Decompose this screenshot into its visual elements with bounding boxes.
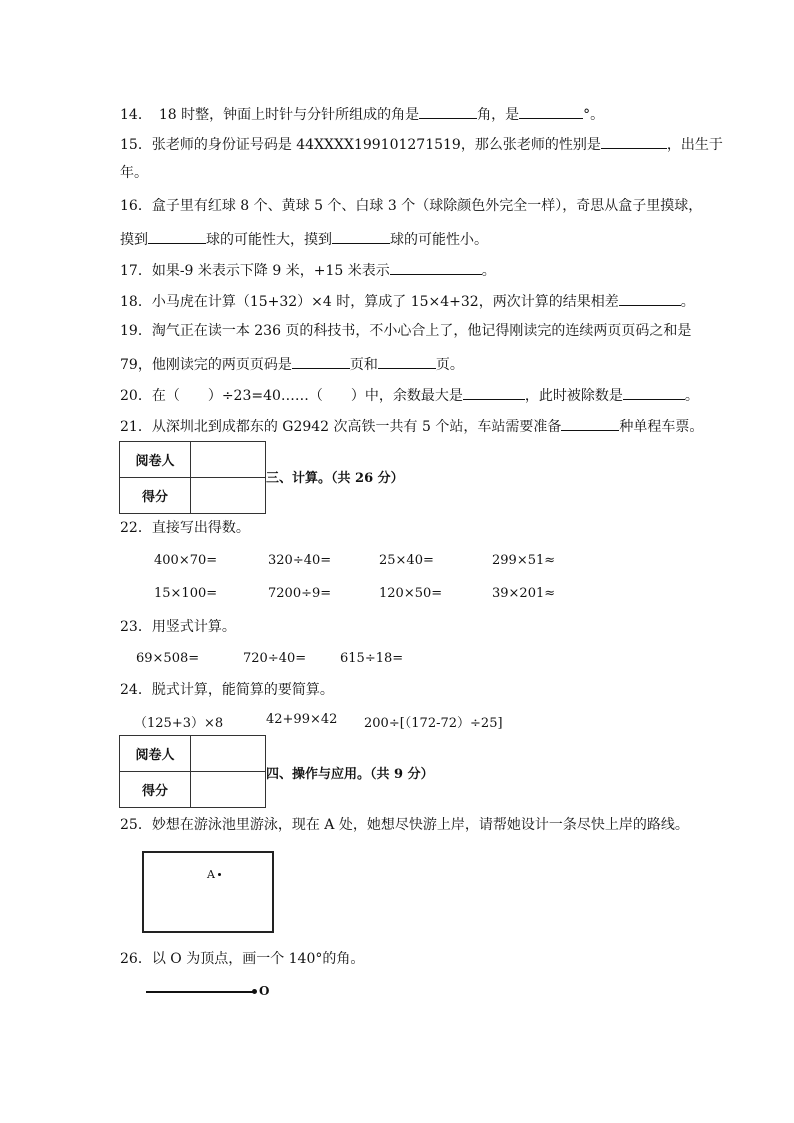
point-a-dot: [218, 873, 221, 876]
answer-blank[interactable]: [561, 416, 619, 431]
grader-label: 阅卷人: [120, 736, 191, 772]
calc-item: 7200÷9=: [268, 586, 332, 601]
answer-blank[interactable]: [148, 229, 206, 244]
answer-blank[interactable]: [378, 354, 436, 369]
answer-blank[interactable]: [601, 134, 667, 149]
grader-cell[interactable]: [191, 736, 266, 772]
vertex-o-label: O: [259, 984, 270, 998]
section-title-4: 四、操作与应用。（共 9 分）: [266, 767, 434, 782]
question-18: 18．小马虎在计算（15+32）×4 时，算成了 15×4+32，两次计算的结果相差 。: [120, 291, 695, 311]
calc-item: 720÷40=: [243, 651, 307, 666]
calc-item: 400×70=: [154, 553, 218, 568]
calc-item: 320÷40=: [268, 553, 332, 568]
score-table: [119, 735, 266, 808]
grader-label: 阅卷人: [120, 442, 191, 478]
score-cell[interactable]: [191, 772, 266, 808]
swimming-pool-rectangle[interactable]: [142, 851, 274, 933]
calc-item: （125+3）×8: [134, 716, 224, 731]
question-20: 20．在（ ）÷23=40……（ ）中，余数最大是 ，此时被除数是 。: [120, 385, 699, 405]
score-label: 得分: [120, 478, 191, 514]
answer-blank[interactable]: [619, 291, 681, 306]
answer-blank[interactable]: [292, 354, 350, 369]
angle-ray[interactable]: [146, 991, 254, 993]
answer-blank[interactable]: [463, 385, 525, 400]
calc-item: 615÷18=: [340, 651, 404, 666]
question-16-cont: 摸到 球的可能性大，摸到 球的可能性小。: [120, 229, 488, 249]
answer-blank[interactable]: [519, 104, 583, 119]
question-19: 19．淘气正在读一本 236 页的科技书，不小心合上了，他记得刚读完的连续两页页码之和是: [120, 323, 692, 339]
question-16: 16．盒子里有红球 8 个、黄球 5 个、白球 3 个（球除颜色外完全一样），奇思从盒子里摸球，: [120, 198, 703, 214]
section-title-3: 三、计算。（共 26 分）: [266, 471, 404, 486]
score-cell[interactable]: [191, 478, 266, 514]
vertex-o-dot: [252, 989, 257, 994]
question-17: 17．如果-9 米表示下降 9 米，+15 米表示 。: [120, 260, 496, 280]
calc-item: 120×50=: [379, 586, 443, 601]
question-14: 14． 18 时整，钟面上时针与分针所组成的角是 角，是 °。: [120, 104, 604, 124]
question-22-title: 22．直接写出得数。: [120, 520, 250, 536]
question-15-cont: 年。: [120, 165, 148, 181]
answer-blank[interactable]: [419, 104, 477, 119]
question-25: 25．妙想在游泳池里游泳，现在 A 处，她想尽快游上岸，请帮她设计一条尽快上岸的路线。: [120, 817, 689, 833]
calc-item: 42+99×42: [266, 712, 338, 727]
question-19-cont: 79，他刚读完的两页页码是 页和 页。: [120, 354, 464, 374]
question-15: 15．张老师的身份证号码是 44XXXX199101271519，那么张老师的性别是 ，出生于: [120, 134, 723, 154]
calc-item: 39×201≈: [492, 586, 556, 601]
question-23-title: 23．用竖式计算。: [120, 619, 236, 635]
calc-item: 200÷[（172-72）÷25]: [364, 716, 503, 731]
answer-blank[interactable]: [332, 229, 390, 244]
question-26: 26．以 O 为顶点，画一个 140°的角。: [120, 951, 365, 967]
answer-blank[interactable]: [390, 260, 482, 275]
question-24-title: 24．脱式计算，能简算的要简算。: [120, 682, 334, 698]
answer-blank[interactable]: [623, 385, 685, 400]
score-table: [119, 441, 266, 514]
calc-item: 69×508=: [136, 651, 200, 666]
score-label: 得分: [120, 772, 191, 808]
grader-cell[interactable]: [191, 442, 266, 478]
point-a-label: A: [207, 868, 215, 881]
question-21: 21．从深圳北到成都东的 G2942 次高铁一共有 5 个站，车站需要准备 种单程车票。: [120, 416, 703, 436]
calc-item: 299×51≈: [492, 553, 556, 568]
calc-item: 25×40=: [379, 553, 434, 568]
calc-item: 15×100=: [154, 586, 218, 601]
